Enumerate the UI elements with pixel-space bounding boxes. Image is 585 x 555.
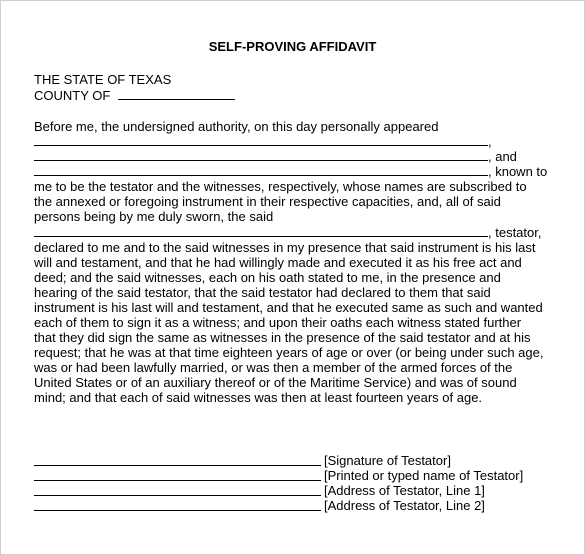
signature-blank[interactable]: [34, 465, 321, 466]
para2-line: deed; and the said witnesses, each on his oath stated to me, in the presence and: [34, 270, 501, 285]
testator-line: [34, 225, 541, 240]
paragraph-2: [34, 240, 559, 405]
para2-line: instrument is his last will and testament, and that he executed same as such and wanted: [34, 300, 543, 315]
testator-suffix: , testator,: [488, 225, 542, 240]
para2-line: each of them to sign it as a witness; and upon their oaths each witness stated further: [34, 315, 522, 330]
paragraph-1: [34, 179, 559, 224]
party-line-1: [34, 134, 492, 149]
address-line-1-blank[interactable]: [34, 495, 321, 496]
para1-line: me to be the testator and the witnesses, respectively, whose names are subscribed to: [34, 179, 527, 194]
para2-line: United States or of an auxiliary thereof or of the Maritime Service) and was of sound: [34, 375, 517, 390]
signature-label: [Signature of Testator]: [324, 453, 451, 468]
para1-line: persons being by me duly sworn, the said: [34, 209, 274, 224]
address-line-2-blank[interactable]: [34, 510, 321, 511]
document-title: SELF-PROVING AFFIDAVIT: [208, 39, 377, 54]
county-line: [34, 88, 235, 103]
printed-name-label: [Printed or typed name of Testator]: [324, 468, 524, 483]
para2-line: mind; and that each of said witnesses was then at least fourteen years of age.: [34, 390, 483, 405]
party-blank-1[interactable]: [34, 134, 488, 146]
para1-line: the annexed or foregoing instrument in their respective capacities, and, all of said: [34, 194, 501, 209]
party-suffix-3: , known to: [488, 164, 548, 179]
para2-line: declared to me and to the said witnesses in my presence that said instrument is his last: [34, 240, 536, 255]
para2-line: hearing of the said testator, that the said testator had declared to them that said: [34, 285, 491, 300]
para2-line: will and testament, and that he had willingly made and executed it as his free act and: [34, 255, 522, 270]
county-blank[interactable]: [118, 88, 235, 100]
county-label: COUNTY OF: [34, 88, 111, 103]
address-line-1-label: [Address of Testator, Line 1]: [324, 483, 485, 498]
testator-blank[interactable]: [34, 225, 488, 237]
party-blank-2[interactable]: [34, 149, 488, 161]
para2-line: was or had been lawfully married, or was then a member of the armed forces of the: [34, 360, 513, 375]
party-line-3: [34, 164, 547, 179]
address-line-2-label: [Address of Testator, Line 2]: [324, 498, 485, 513]
para2-line: request; that he was at that time eighteen years of age or over (or being under such age,: [34, 345, 544, 360]
printed-name-blank[interactable]: [34, 480, 321, 481]
state-line: THE STATE OF TEXAS: [34, 72, 172, 87]
party-suffix-1: ,: [488, 134, 492, 149]
party-line-2: [34, 149, 517, 164]
intro-text: Before me, the undersigned authority, on this day personally appeared: [34, 119, 439, 134]
para2-line: that they did sign the same as witnesses in the presence of the said testator and at his: [34, 330, 531, 345]
party-suffix-2: , and: [488, 149, 517, 164]
party-blank-3[interactable]: [34, 164, 488, 176]
